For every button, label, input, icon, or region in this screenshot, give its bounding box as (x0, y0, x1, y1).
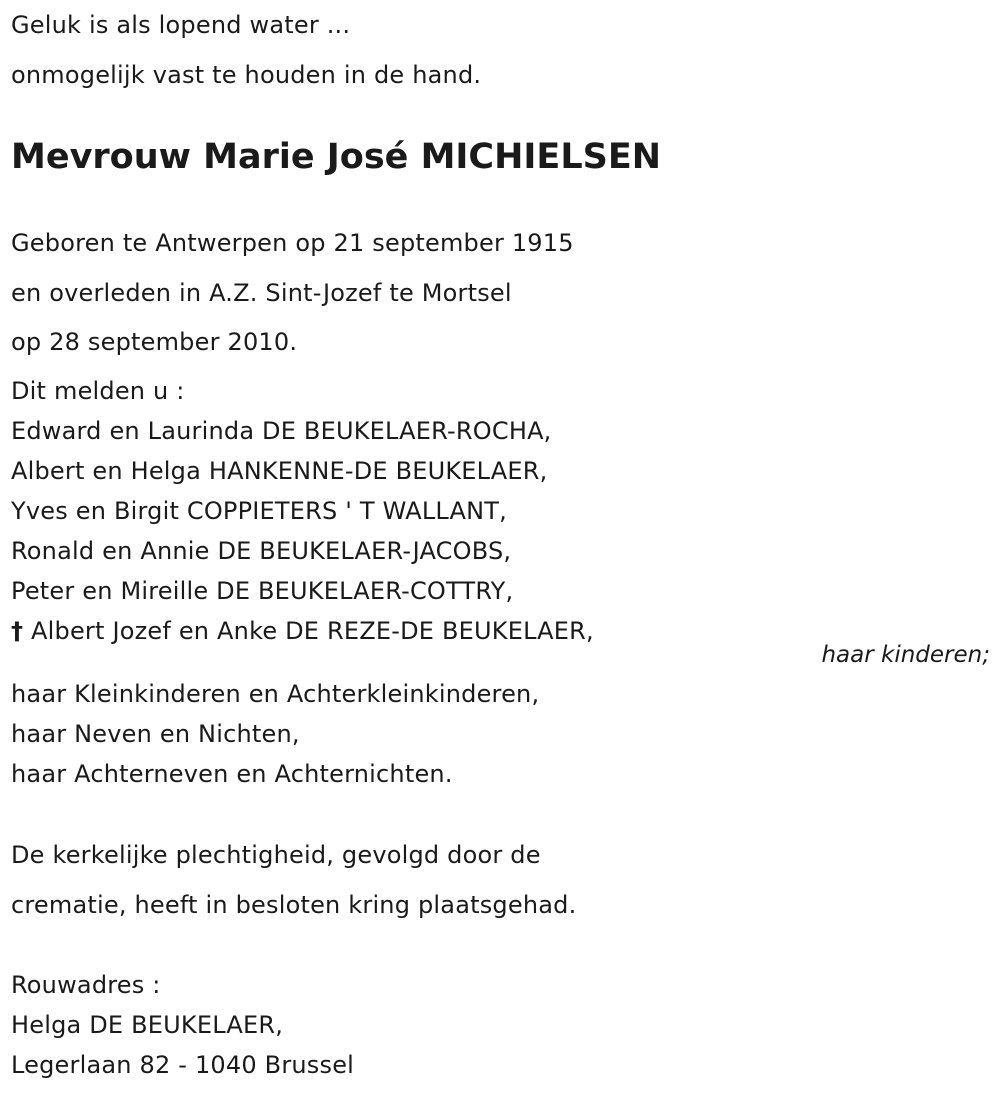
address-label: Rouwadres : (11, 971, 161, 999)
intro-line-2: onmogelijk vast te houden in de hand. (11, 61, 482, 89)
child-line: Albert en Helga HANKENNE-DE BEUKELAER, (11, 457, 548, 485)
relatives-line: haar Neven en Nichten, (11, 720, 300, 748)
announce-line: Dit melden u : (11, 377, 185, 405)
deceased-name-title: Mevrouw Marie José MICHIELSEN (11, 137, 662, 177)
death-place-line: en overleden in A.Z. Sint-Jozef te Mortsel (11, 279, 512, 307)
cross-icon: † (11, 617, 24, 645)
birth-line: Geboren te Antwerpen op 21 september 1915 (11, 229, 574, 257)
intro-line-1: Geluk is als lopend water ... (11, 11, 351, 39)
child-line-text: Albert Jozef en Anke DE REZE-DE BEUKELAER, (31, 617, 594, 645)
ceremony-line-2: crematie, heeft in besloten kring plaatsgehad. (11, 891, 577, 919)
address-street: Legerlaan 82 - 1040 Brussel (11, 1051, 355, 1079)
ceremony-line-1: De kerkelijke plechtigheid, gevolgd door de (11, 841, 541, 869)
child-line: Ronald en Annie DE BEUKELAER-JACOBS, (11, 537, 512, 565)
child-line: Yves en Birgit COPPIETERS ' T WALLANT, (11, 497, 507, 525)
children-note: haar kinderen; (821, 642, 990, 668)
relatives-line: haar Kleinkinderen en Achterkleinkinderen, (11, 680, 540, 708)
child-line: Edward en Laurinda DE BEUKELAER-ROCHA, (11, 417, 552, 445)
death-date-line: op 28 september 2010. (11, 328, 298, 356)
relatives-line: haar Achterneven en Achternichten. (11, 760, 453, 788)
child-line: Peter en Mireille DE BEUKELAER-COTTRY, (11, 577, 514, 605)
child-line-deceased (11, 616, 594, 646)
address-name: Helga DE BEUKELAER, (11, 1011, 284, 1039)
